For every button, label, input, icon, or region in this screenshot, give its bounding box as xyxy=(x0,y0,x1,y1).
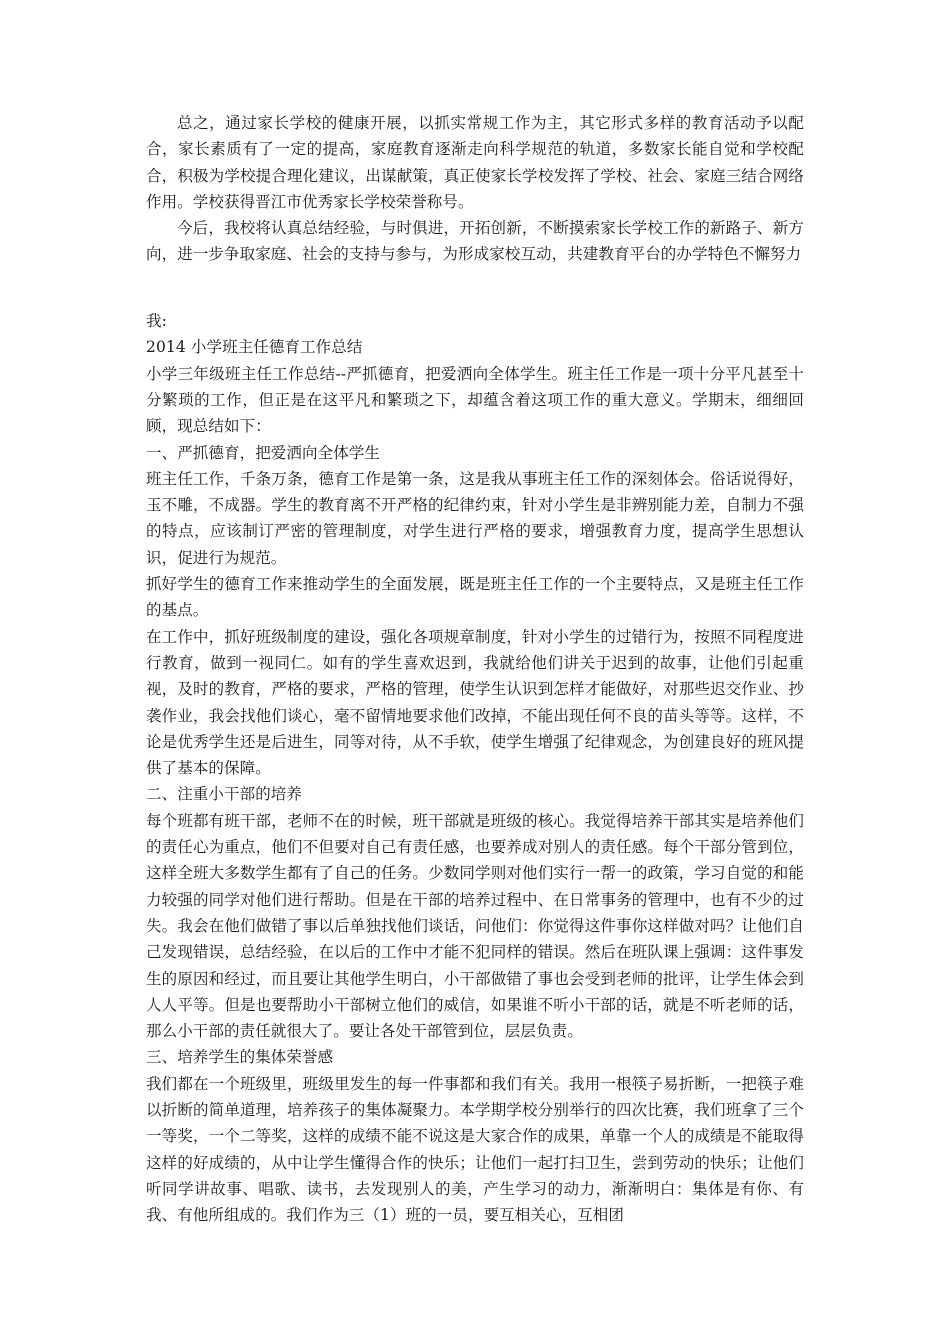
intro-paragraph-summary: 总之，通过家长学校的健康开展，以抓实常规工作为主，其它形式多样的教育活动予以配合，家长素质有了一定的提高，家庭教育逐渐走向科学规范的轨道，多数家长能自觉和学校配合，积极为学校提合理化建议，出谋献策，真正使家长学校发挥了学校、社会、家庭三结合网络作用。学校获得晋江市优秀家长学校荣誉称号。 xyxy=(146,114,804,211)
section-heading-2: 二、注重小干部的培养 xyxy=(146,785,303,804)
section1-paragraph-1: 班主任工作，千条万条，德育工作是第一条，这是我从事班主任工作的深刻体会。俗话说得好，玉不雕，不成器。学生的教育离不开严格的纪律约束，针对小学生是非辨别能力差，自制力不强的特点，应该制订严密的管理制度，对学生进行严格的要求，增强教育力度，提高学生思想认识，促进行为规范。 xyxy=(146,469,804,567)
section3-paragraph-1: 我们都在一个班级里，班级里发生的每一件事都和我们有关。我用一根筷子易折断，一把筷子难以折断的简单道理，培养孩子的集体凝聚力。本学期学校分别举行的四次比赛，我们班拿了三个一等奖，一个二等奖，这样的成绩不能不说这是大家合作的成果，单靠一个人的成绩是不能取得这样的好成绩的，从中让学生懂得合作的快乐；让他们一起打扫卫生，尝到劳动的快乐；让他们听同学讲故事、唱歌、读书，去发现别人的美，产生学习的动力，渐渐明白：集体是有你、有我、有他所组成的。我们作为三（1）班的一员，要互相关心，互相团 xyxy=(146,1074,804,1225)
document-page xyxy=(146,110,804,1228)
section-heading-3: 三、培养学生的集体荣誉感 xyxy=(146,1048,334,1067)
label-me: 我: xyxy=(146,312,167,331)
opening-paragraph: 小学三年级班主任工作总结--严抓德育，把爱洒向全体学生。班主任工作是一项十分平凡甚至十分繁琐的工作，但正是在这平凡和繁琐之下，却蕴含着这项工作的重大意义。学期末，细细回顾，现总结如下： xyxy=(146,364,804,436)
document-title: 2014 小学班主任德育工作总结 xyxy=(146,338,363,357)
spacer xyxy=(146,294,804,308)
section1-paragraph-3: 在工作中，抓好班级制度的建设，强化各项规章制度，针对小学生的过错行为，按照不同程度进行教育，做到一视同仁。如有的学生喜欢迟到，我就给他们讲关于迟到的故事，让他们引起重视，及时的教育，严格的要求，严格的管理，使学生认识到怎样才能做好，对那些迟交作业、抄袭作业，我会找他们谈心，毫不留情地要求他们改掉，不能出现任何不良的苗头等等。这样，不论是优秀学生还是后进生，同等对待，从不手软，使学生增强了纪律观念，为创建良好的班风提供了基本的保障。 xyxy=(146,627,804,778)
spacer xyxy=(146,268,804,294)
section2-paragraph-1: 每个班都有班干部，老师不在的时候，班干部就是班级的核心。我觉得培养干部其实是培养他们的责任心为重点，他们不但要对自己有责任感，也要养成对别人的责任感。每个干部分管到位，这样全班大多数学生都有了自己的任务。少数同学则对他们实行一帮一的政策，学习自觉的和能力较强的同学对他们进行帮助。但是在干部的培养过程中、在日常事务的管理中，也有不少的过失。我会在他们做错了事以后单独找他们谈话，问他们：你觉得这件事你这样做对吗？让他们自己发现错误，总结经验，在以后的工作中才能不犯同样的错误。然后在班队课上强调：这件事发生的原因和经过，而且要让其他学生明白，小干部做错了事也会受到老师的批评，让学生体会到人人平等。但是也要帮助小干部树立他们的威信，如果谁不听小干部的话，就是不听老师的话，那么小干部的责任就很大了。要让各处干部管到位，层层负责。 xyxy=(146,811,804,1041)
section-heading-1: 一、严抓德育，把爱洒向全体学生 xyxy=(146,443,381,462)
section1-paragraph-2: 抓好学生的德育工作来推动学生的全面发展，既是班主任工作的一个主要特点，又是班主任工作的基点。 xyxy=(146,575,804,620)
intro-paragraph-future: 今后，我校将认真总结经验，与时俱进，开拓创新，不断摸索家长学校工作的新路子、新方向，进一步争取家庭、社会的支持与参与，为形成家校互动，共建教育平台的办学特色不懈努力 xyxy=(146,219,804,264)
